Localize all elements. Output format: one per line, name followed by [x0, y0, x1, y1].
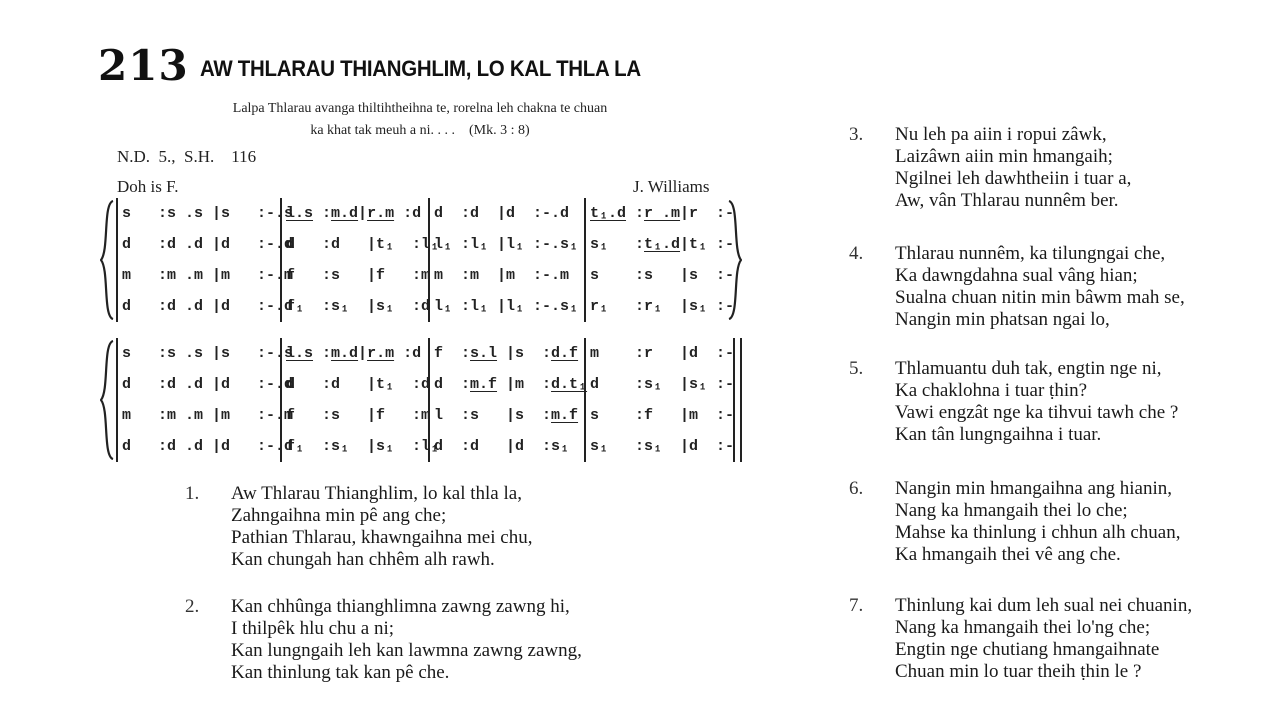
- measure: [428, 338, 588, 462]
- verse-line: Aw Thlarau Thianghlim, lo kal thla la,: [231, 483, 522, 504]
- verse-line: Kan tân lungngaihna i tuar.: [895, 424, 1102, 445]
- verse-line: Kan lungngaih leh kan lawmna zawng zawng,: [231, 640, 582, 661]
- measure: [280, 198, 440, 322]
- hymn-title: AW THLARAU THIANGHLIM, LO KAL THLA LA: [200, 56, 641, 81]
- verse-line: Mahse ka thinlung i chhun alh chuan,: [895, 522, 1181, 543]
- verse-line: Nangin min phatsan ngai lo,: [895, 309, 1110, 330]
- verse-line: Kan chungah han chhêm alh rawh.: [231, 549, 495, 570]
- verse-line: Ka dawngdahna sual vâng hian;: [895, 265, 1138, 286]
- music-system-2: [100, 338, 750, 462]
- verse-line: Aw, vân Thlarau nunnêm ber.: [895, 190, 1119, 211]
- tenor-part: s :s |s :-: [590, 267, 735, 284]
- bass-part: f₁ :s₁ |s₁ :d: [286, 298, 431, 315]
- composer: J. Williams: [633, 177, 710, 196]
- verse-line: Zahngaihna min pê ang che;: [231, 505, 447, 526]
- verse-lines: [895, 124, 1131, 212]
- measure: [584, 198, 736, 322]
- verse-number: 6.: [849, 478, 864, 499]
- measure: [584, 338, 736, 462]
- verse-line: Ka hmangaih thei vê ang che.: [895, 544, 1121, 565]
- alto-part: s₁ :t₁.d|t₁ :-: [590, 236, 735, 253]
- verse-line: Ngilnei leh dawhtheiin i tuar a,: [895, 168, 1132, 189]
- tenor-part: m :m .m |m :-.m: [122, 407, 294, 424]
- bass-part: d :d .d |d :-.d: [122, 298, 294, 315]
- verse-line: Nu leh pa aiin i ropui zâwk,: [895, 124, 1107, 145]
- epigraph-line-2: ka khat tak meuh a ni. . . . (Mk. 3 : 8): [310, 123, 530, 138]
- hymn-number: 213: [98, 41, 189, 90]
- tenor-part: s :f |m :-: [590, 407, 735, 424]
- verse-line: Thlamuantu duh tak, engtin nge ni,: [895, 358, 1162, 379]
- bass-part: d :d |d :s₁: [434, 438, 570, 455]
- verse-line: Nangin min hmangaihna ang hianin,: [895, 478, 1173, 499]
- bass-part: l₁ :l₁ |l₁ :-.s₁: [434, 298, 579, 315]
- verse-number: 3.: [849, 124, 864, 145]
- soprano-part: t₁.d :r .m|r :-: [590, 205, 735, 222]
- key-signature: Doh is F.: [117, 177, 179, 196]
- tune-reference: N.D. 5., S.H. 116: [117, 147, 257, 166]
- soprano-part: f :s.l |s :d.f: [434, 345, 579, 362]
- verse-number: 2.: [185, 596, 200, 617]
- verse-line: Kan thinlung tak kan pê che.: [231, 662, 450, 683]
- tenor-part: m :m .m |m :-.m: [122, 267, 294, 284]
- measure: [116, 338, 294, 462]
- alto-part: d :d .d |d :-.d: [122, 376, 294, 393]
- soprano-part: l.s :m.d|r.m :d: [286, 205, 422, 222]
- soprano-part: d :d |d :-.d: [434, 205, 570, 222]
- verse-line: Thinlung kai dum leh sual nei chuanin,: [895, 595, 1193, 616]
- music-system-1: [100, 198, 750, 322]
- verse-line: Kan chhûnga thianghlimna zawng zawng hi,: [231, 596, 570, 617]
- verse-lines: [895, 595, 1192, 683]
- measure: [428, 198, 580, 322]
- soprano-part: m :r |d :-: [590, 345, 735, 362]
- bass-part: s₁ :s₁ |d :-: [590, 438, 735, 455]
- tenor-part: f :s |f :m: [286, 407, 431, 424]
- verse-line: Nang ka hmangaih thei lo che;: [895, 500, 1128, 521]
- verse-number: 7.: [849, 595, 864, 616]
- epigraph: [205, 98, 635, 142]
- verse-lines: [895, 358, 1178, 446]
- bass-part: r₁ :r₁ |s₁ :-: [590, 298, 735, 315]
- verse-number: 1.: [185, 483, 200, 504]
- measure: [116, 198, 294, 322]
- verse-line: Nang ka hmangaih thei lo'ng che;: [895, 617, 1151, 638]
- bass-part: f₁ :s₁ |s₁ :l₁: [286, 438, 440, 455]
- verse-line: Laizâwn aiin min hmangaih;: [895, 146, 1113, 167]
- verse-line: Ka chaklohna i tuar ṭhin?: [895, 380, 1088, 401]
- left-brace-icon: [100, 200, 114, 320]
- verse-line: I thilpêk hlu chu a ni;: [231, 618, 395, 639]
- alto-part: d :s₁ |s₁ :-: [590, 376, 735, 393]
- final-barline: [733, 338, 742, 462]
- verse-number: 4.: [849, 243, 864, 264]
- verse-line: Sualna chuan nitin min bâwm mah se,: [895, 287, 1185, 308]
- soprano-part: s :s .s |s :-.s: [122, 205, 294, 222]
- verse-line: Thlarau nunnêm, ka tilungngai che,: [895, 243, 1166, 264]
- measure: [280, 338, 440, 462]
- verse-lines: [231, 483, 532, 571]
- alto-part: d :d |t₁ :l₁: [286, 236, 440, 253]
- verse-number: 5.: [849, 358, 864, 379]
- verse-line: Pathian Thlarau, khawngaihna mei chu,: [231, 527, 533, 548]
- alto-part: d :m.f |m :d.t₁: [434, 376, 588, 393]
- left-brace-icon: [100, 340, 114, 460]
- soprano-part: s :s .s |s :-.s: [122, 345, 294, 362]
- epigraph-line-1: Lalpa Thlarau avanga thiltihtheihna te, rorelna leh chakna te chuan: [232, 101, 608, 116]
- verse-line: Engtin nge chutiang hmangaihnate: [895, 639, 1160, 660]
- right-brace-icon: [728, 200, 742, 320]
- verse-line: Vawi engzât nge ka tihvui tawh che ?: [895, 402, 1179, 423]
- verse-line: Chuan min lo tuar theih ṭhin le ?: [895, 661, 1142, 682]
- alto-part: d :d |t₁ :d: [286, 376, 431, 393]
- verse-lines: [231, 596, 582, 684]
- tenor-part: l :s |s :m.f: [434, 407, 579, 424]
- alto-part: l₁ :l₁ |l₁ :-.s₁: [434, 236, 579, 253]
- tenor-part: f :s |f :m: [286, 267, 431, 284]
- soprano-part: l.s :m.d|r.m :d: [286, 345, 422, 362]
- tenor-part: m :m |m :-.m: [434, 267, 570, 284]
- verse-lines: [895, 478, 1180, 566]
- bass-part: d :d .d |d :-.d: [122, 438, 294, 455]
- alto-part: d :d .d |d :-.d: [122, 236, 294, 253]
- verse-lines: [895, 243, 1185, 331]
